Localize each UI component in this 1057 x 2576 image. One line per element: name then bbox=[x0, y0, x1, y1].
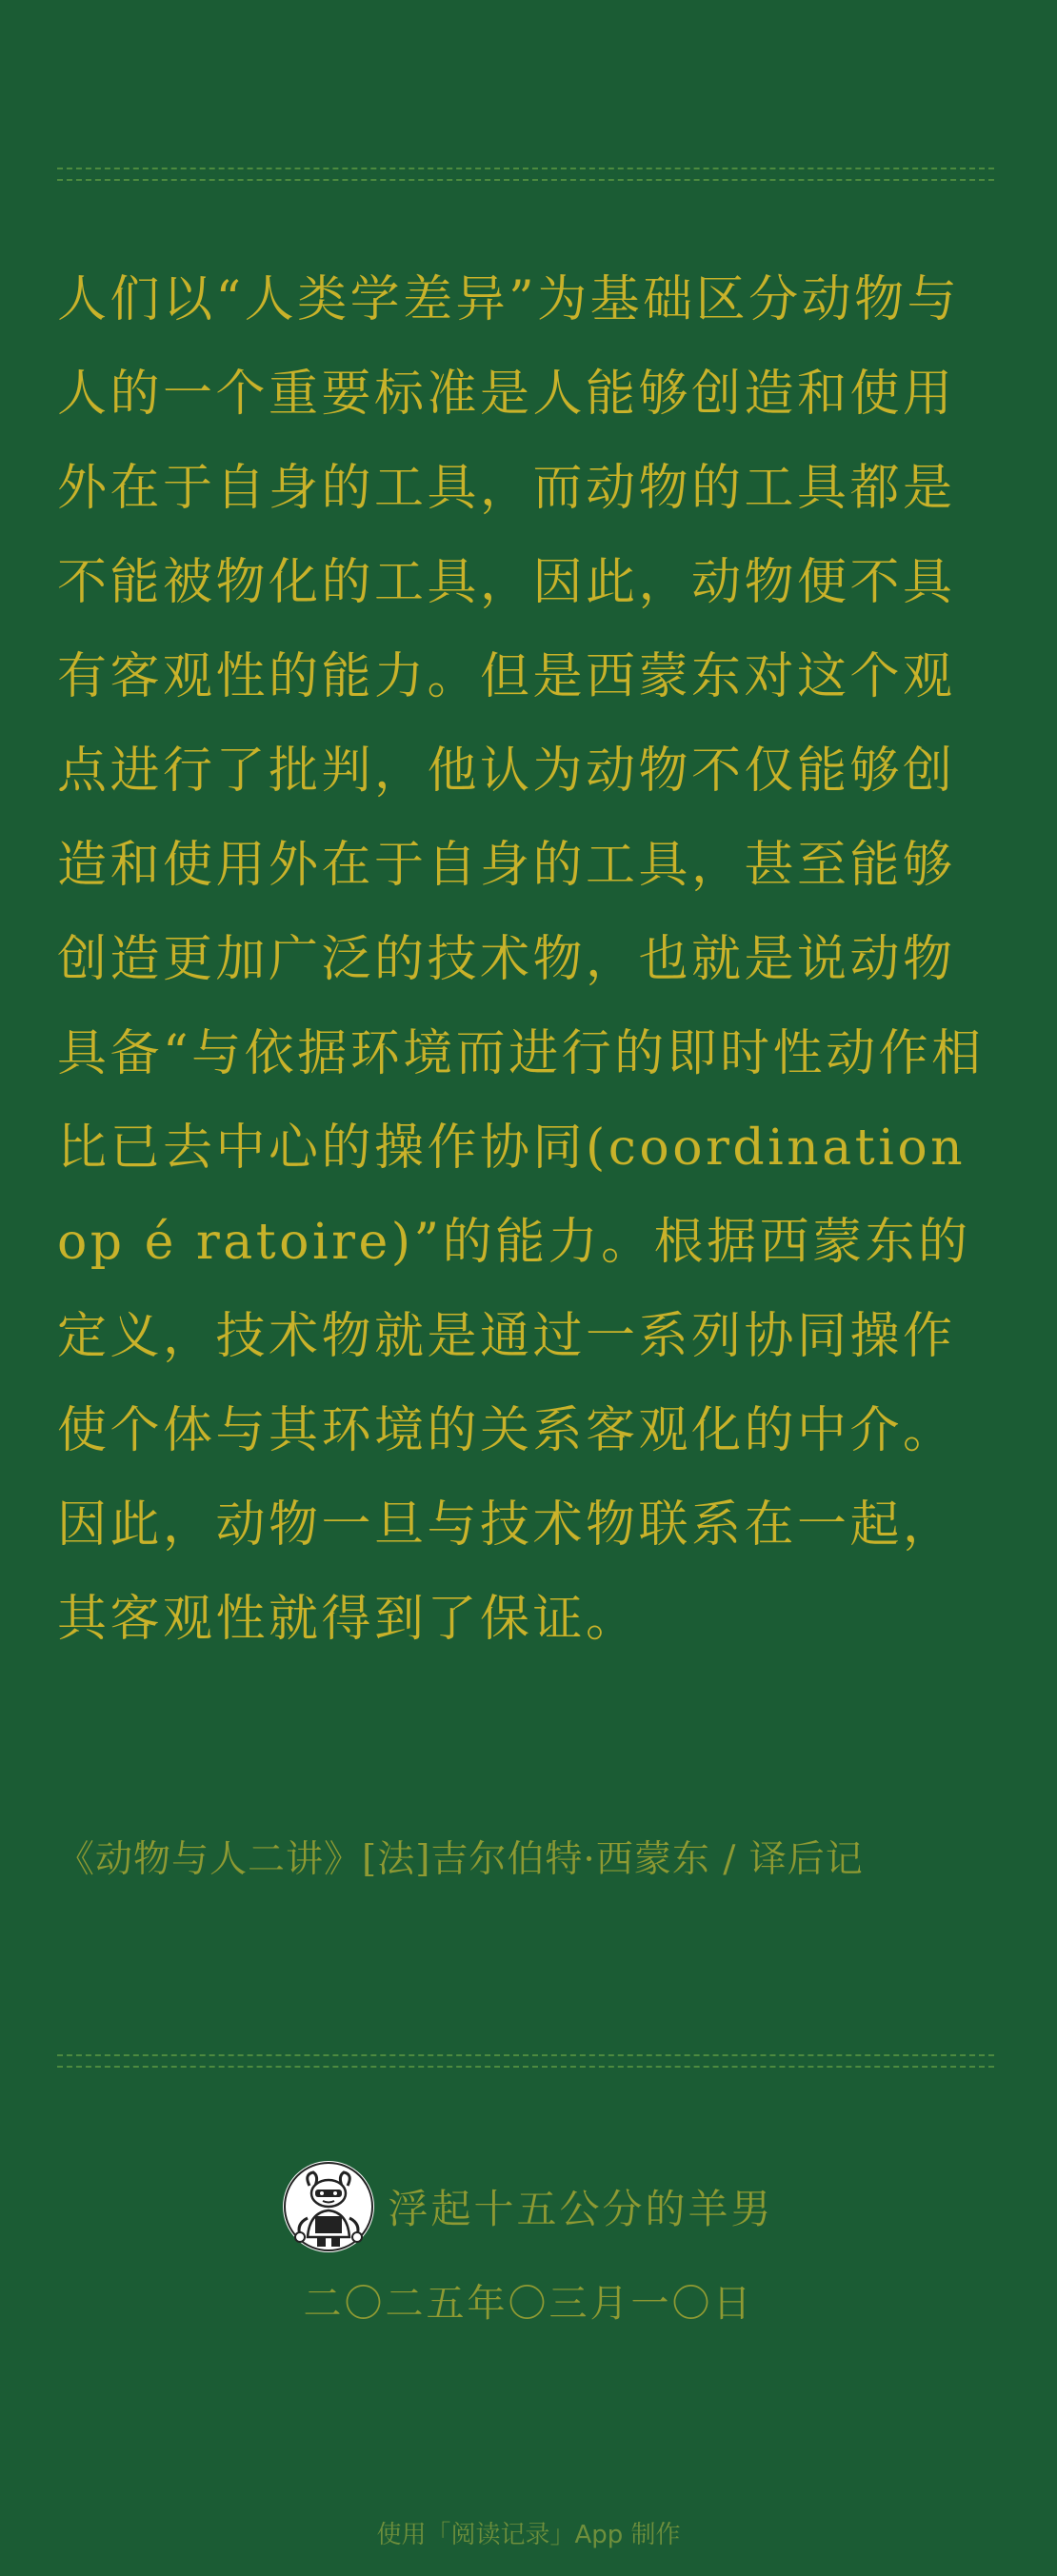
date-text: 二〇二五年〇三月一〇日 bbox=[303, 2282, 754, 2326]
author-block bbox=[0, 2161, 1057, 2328]
bottom-divider bbox=[57, 2054, 994, 2068]
sheep-man-avatar-icon[interactable] bbox=[283, 2161, 374, 2252]
author-name: 浮起十五公分的羊男 bbox=[388, 2186, 774, 2232]
top-divider bbox=[57, 168, 994, 181]
quote-text: 人们以“人类学差异”为基础区分动物与人的一个重要标准是人能够创造和使用外在于自身的工具，而动物的工具都是不能被物化的工具，因此，动物便不具有客观性的能力。但是西蒙东对这个观点进行了批判，他认为动物不仅能够创造和使用外在于自身的工具，甚至能够创造更加广泛的技术物，也就是说动物具备“与依据环境而进行的即时性动作相比已去中心的操作协同(coordination op é ratoire)”的能力。根据西蒙东的定义，技术物就是通过一系列协同操作使个体与其环境的关系客观化的中介。因此，动物一旦与技术物联系在一起，其客观性就得到了保证。 bbox=[57, 271, 985, 1648]
app-footer-credit: 使用「阅读记录」App 制作 bbox=[376, 2521, 681, 2549]
book-source: 《动物与人二讲》[法]吉尔伯特·西蒙东 / 译后记 bbox=[57, 1838, 864, 1881]
